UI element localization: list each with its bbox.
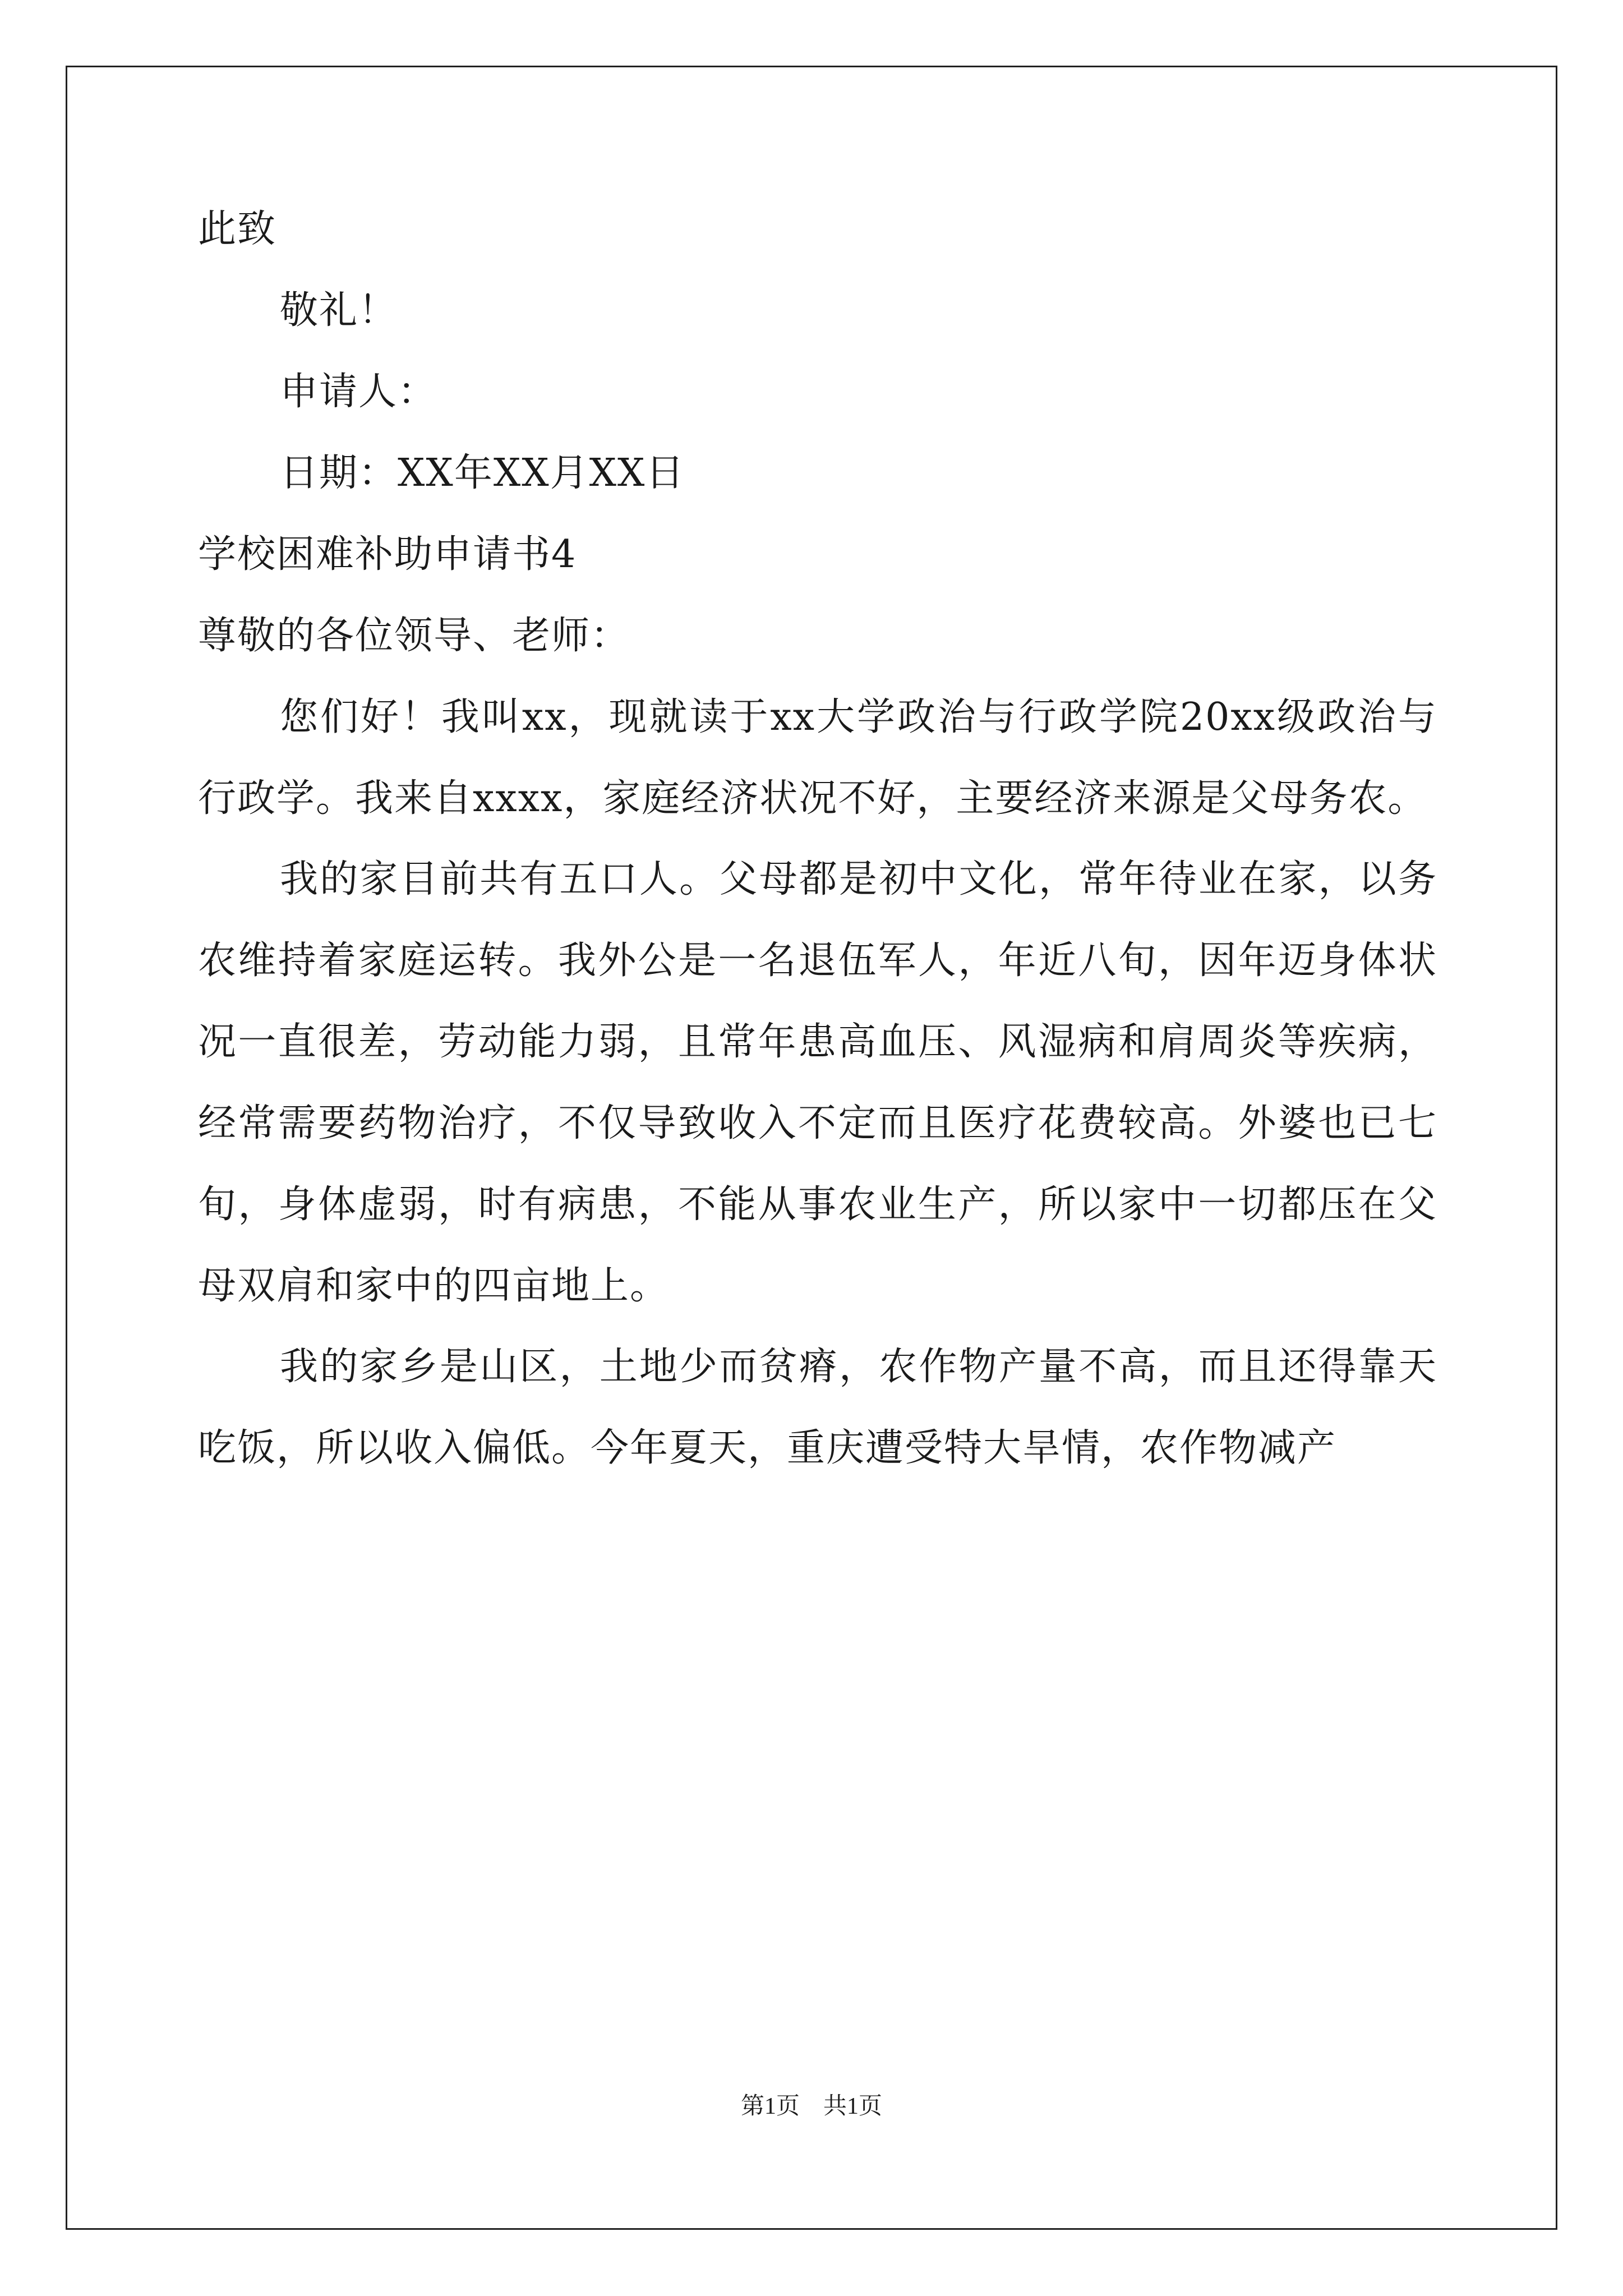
closing-line: 此致 [198,207,277,251]
section-heading: 学校困难补助申请书4 [198,532,577,577]
paragraph-family: 我的家目前共有五口人。父母都是初中文化，常年待业在家，以务农维持着家庭运转。我外公是一名退伍军人，年近八旬，因年迈身体状况一直很差，劳动能力弱，且常年患高血压、风湿病和肩周炎等疾病，经常需要药物治疗，不仅导致收入不定而且医疗花费较高。外婆也已七旬，身体虚弱，时有病患，不能从事农业生产，所以家中一切都压在父母双肩和家中的四亩地上。 [198,857,1437,1308]
applicant-line: 申请人： [280,370,437,414]
document-body [198,208,1437,1507]
paragraph-hometown: 我的家乡是山区，土地少而贫瘠，农作物产量不高，而且还得靠天吃饭，所以收入偏低。今年夏天，重庆遭受特大旱情，农作物减产 [198,1345,1437,1470]
paragraph-intro: 您们好！我叫xx，现就读于xx大学政治与行政学院20xx级政治与行政学。我来自xxxx，家庭经济状况不好，主要经济来源是父母务农。 [198,695,1437,821]
greeting-line: 尊敬的各位领导、老师： [198,614,630,658]
date-line: 日期：XX年XX月XX日 [280,451,685,495]
page-footer: 第1页 共1页 [740,2093,882,2119]
salute-line: 敬礼！ [280,288,398,333]
